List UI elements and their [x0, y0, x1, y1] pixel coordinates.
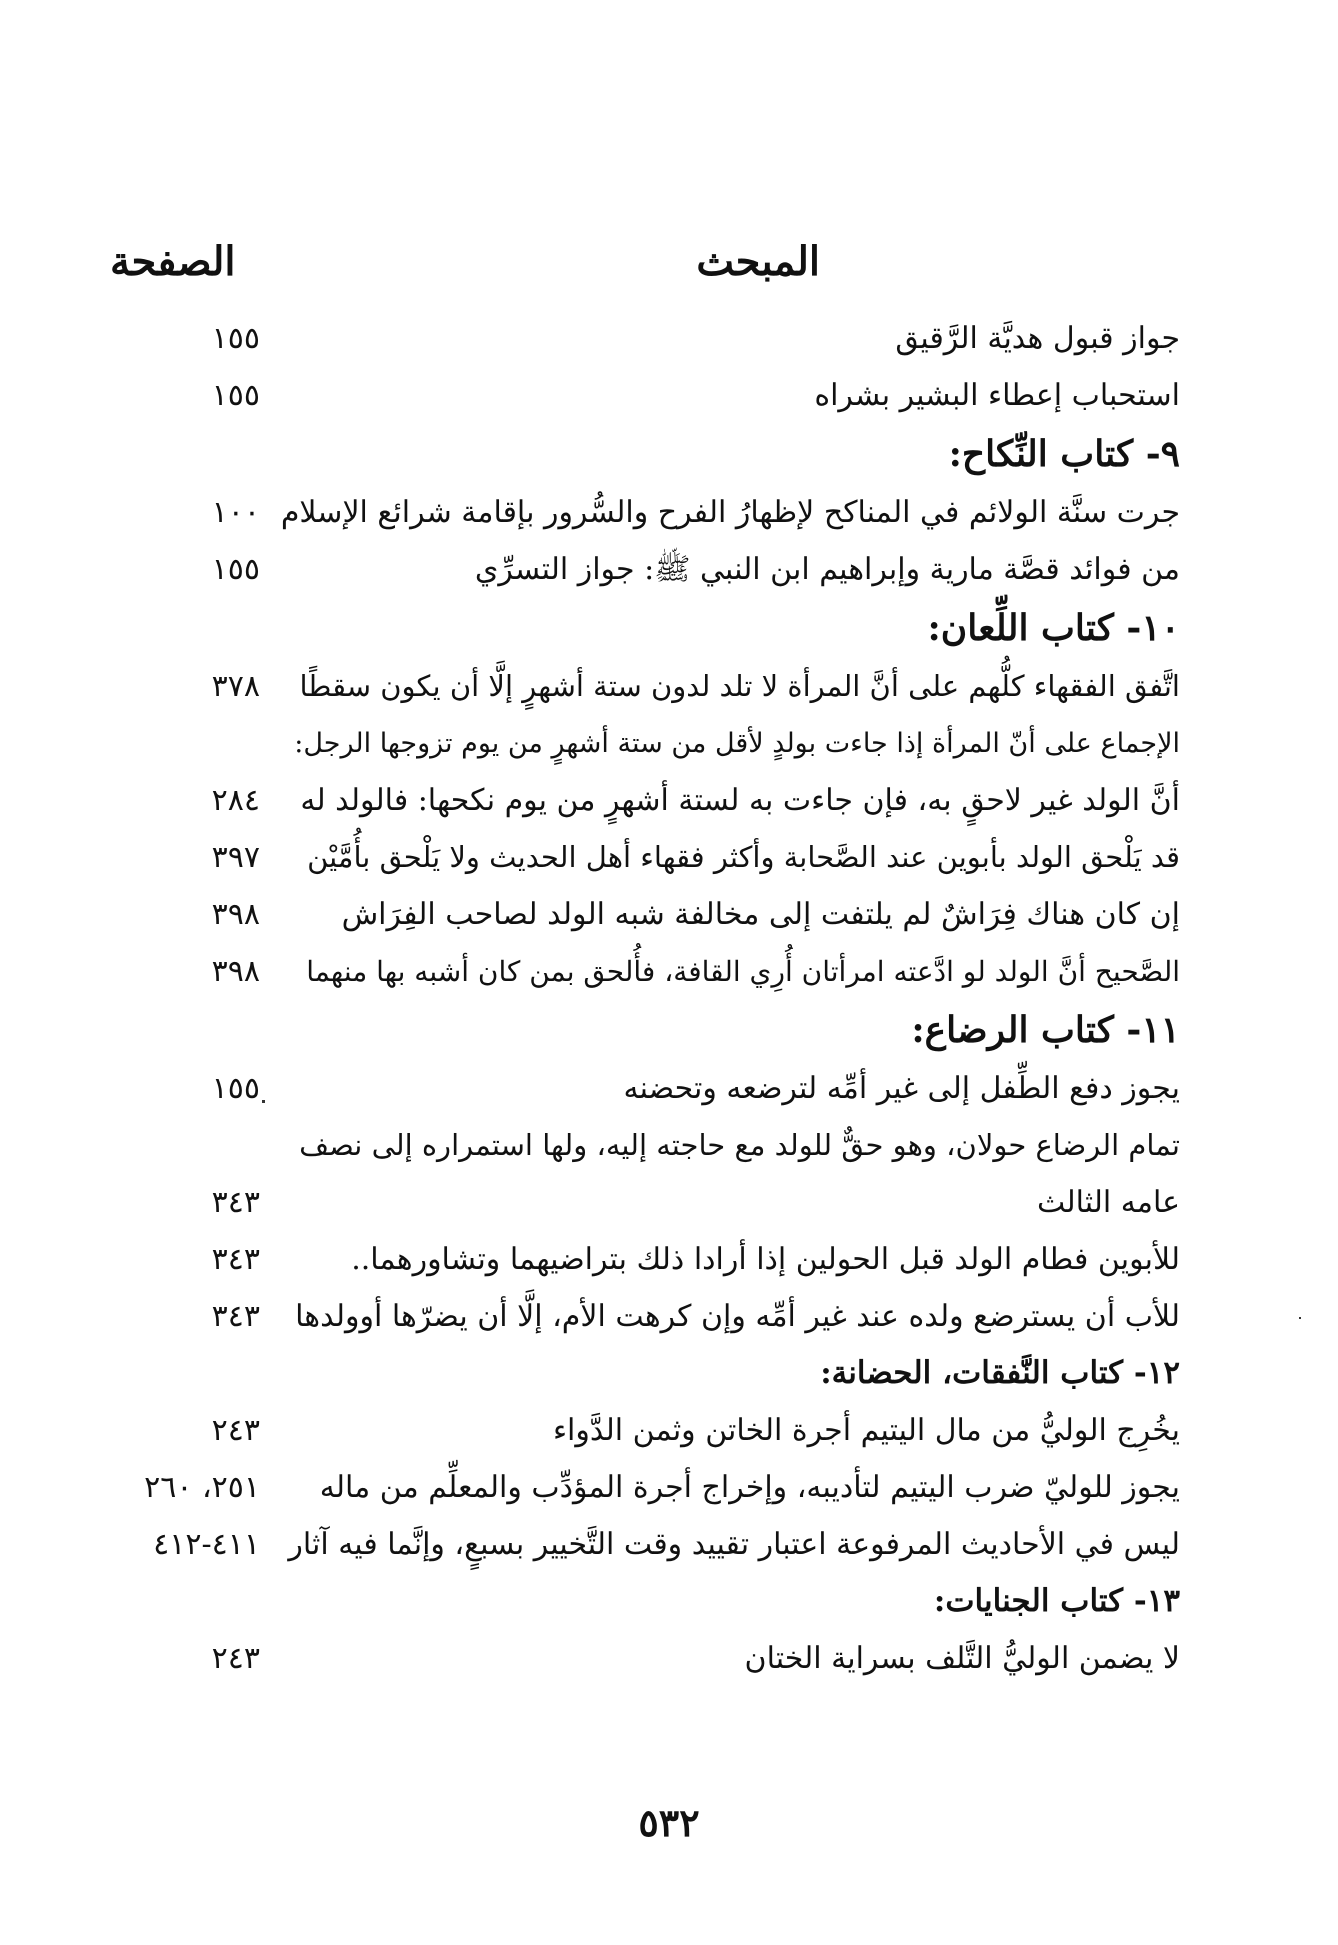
chapter-title: ٩- كتاب النِّكاح:	[948, 433, 1180, 475]
index-entry	[110, 1288, 1190, 1345]
entry-topic: الصَّحيح أنَّ الولد لو ادَّعته امرأتان أُرِي القافة، فأُلحق بمن كان أشبه بها منهما	[306, 955, 1180, 988]
index-entry	[110, 943, 1190, 1000]
entry-page-ref: ٣٩٨	[211, 954, 260, 989]
entry-page-ref: ٢٤٣	[211, 1641, 260, 1676]
index-entry	[110, 1630, 1190, 1687]
entry-page-ref: ٣٧٨	[211, 669, 260, 704]
chapter-heading	[110, 1345, 1190, 1402]
index-entry	[110, 715, 1190, 772]
index-entry	[110, 1117, 1190, 1174]
chapter-heading	[110, 424, 1190, 484]
entry-topic: عامه الثالث	[1037, 1185, 1180, 1220]
index-entry	[110, 484, 1190, 541]
entry-page-ref: ٣٩٨	[211, 897, 260, 932]
scan-speck	[1299, 1317, 1301, 1319]
index-entry	[110, 1231, 1190, 1288]
entry-topic: الإجماع على أنّ المرأة إذا جاءت بولدٍ لأقل من ستة أشهرٍ من يوم تزوجها الرجل:	[294, 728, 1180, 759]
entry-topic: يجوز دفع الطِّفل إلى غير أمِّه لترضعه وتحضنه	[623, 1071, 1180, 1106]
index-entry	[110, 658, 1190, 715]
index-entry	[110, 1516, 1190, 1573]
entry-page-ref: ٣٤٣	[211, 1299, 260, 1334]
entry-topic: لا يضمن الوليُّ التَّلف بسراية الختان	[744, 1641, 1180, 1676]
index-entry	[110, 1459, 1190, 1516]
entry-topic: إن كان هناك فِرَاشٌ لم يلتفت إلى مخالفة شبه الولد لصاحب الفِرَاش	[341, 897, 1180, 932]
entry-topic: للأبوين فطام الولد قبل الحولين إذا أرادا ذلك بتراضيهما وتشاورهما..	[351, 1242, 1180, 1277]
page-number: ٥٣٢	[638, 1800, 700, 1845]
entry-topic: اتَّفق الفقهاء كلُّهم على أنَّ المرأة لا تلد لدون ستة أشهرٍ إلَّا أن يكون سقطًا	[299, 669, 1180, 703]
entry-topic: أنَّ الولد غير لاحقٍ به، فإن جاءت به لستة أشهرٍ من يوم نكحها: فالولد له	[300, 783, 1180, 818]
index-entry	[110, 541, 1190, 598]
entry-topic: جواز قبول هديَّة الرَّقيق	[895, 321, 1180, 356]
index-entry	[110, 310, 1190, 367]
entry-page-ref: ١٥٥	[211, 1071, 260, 1106]
entry-topic: تمام الرضاع حولان، وهو حقٌّ للولد مع حاجته إليه، ولها استمراره إلى نصف	[299, 1128, 1180, 1162]
chapter-title: ١٣- كتاب الجنايات:	[933, 1583, 1180, 1619]
entry-page-ref: ٢٨٤	[211, 783, 260, 818]
entry-page-ref: ١٥٥	[211, 378, 260, 413]
chapter-title: ١٠- كتاب اللِّعان:	[927, 607, 1180, 649]
index-entry	[110, 1402, 1190, 1459]
entry-page-ref: ٣٤٣	[211, 1242, 260, 1277]
chapter-heading	[110, 1000, 1190, 1060]
index-entry	[110, 829, 1190, 886]
entry-topic: يخُرِج الوليُّ من مال اليتيم أجرة الخاتن وثمن الدَّواء	[552, 1413, 1180, 1448]
chapter-title: ١٢- كتاب النَّفقات، الحضانة:	[820, 1355, 1180, 1391]
entry-topic: يجوز للوليّ ضرب اليتيم لتأديبه، وإخراج أجرة المؤدِّب والمعلِّم من ماله	[319, 1470, 1180, 1505]
index-list	[110, 310, 1190, 1687]
entry-topic: للأب أن يسترضع ولده عند غير أمِّه وإن كرهت الأم، إلَّا أن يضرّها أوولدها	[295, 1299, 1180, 1334]
index-entry	[110, 367, 1190, 424]
entry-topic: جرت سنَّة الولائم في المناكح لإظهارُ الفرح والسُّرور بإقامة شرائع الإسلام	[280, 495, 1180, 530]
chapter-title: ١١- كتاب الرضاع:	[911, 1009, 1180, 1051]
index-header	[110, 238, 1190, 298]
entry-page-ref: ١٠٠	[211, 495, 260, 530]
entry-page-ref: ٤١١-٤١٢	[153, 1527, 260, 1562]
index-entry	[110, 1060, 1190, 1117]
entry-topic: ليس في الأحاديث المرفوعة اعتبار تقييد وقت التَّخيير بسبعٍ، وإنَّما فيه آثار	[288, 1527, 1180, 1562]
entry-page-ref: ١٥٥	[211, 552, 260, 587]
scan-speck	[262, 1100, 265, 1103]
page-column-heading: الصفحة	[110, 238, 236, 285]
chapter-heading	[110, 1573, 1190, 1630]
entry-topic: من فوائد قصَّة مارية وإبراهيم ابن النبي ﷺ: جواز التسرِّي	[474, 552, 1180, 587]
entry-page-ref: ٣٩٧	[211, 840, 260, 875]
entry-topic: استحباب إعطاء البشير بشراه	[814, 378, 1180, 413]
entry-page-ref: ٢٥١، ٢٦٠	[144, 1470, 260, 1505]
chapter-heading	[110, 598, 1190, 658]
entry-page-ref: ١٥٥	[211, 321, 260, 356]
entry-page-ref: ٣٤٣	[211, 1185, 260, 1220]
entry-page-ref: ٢٤٣	[211, 1413, 260, 1448]
topic-column-heading: المبحث	[696, 238, 820, 285]
index-entry	[110, 772, 1190, 829]
entry-topic: قد يَلْحق الولد بأبوين عند الصَّحابة وأكثر فقهاء أهل الحديث ولا يَلْحق بأُمَّيْن	[307, 840, 1180, 874]
index-entry	[110, 1174, 1190, 1231]
index-entry	[110, 886, 1190, 943]
